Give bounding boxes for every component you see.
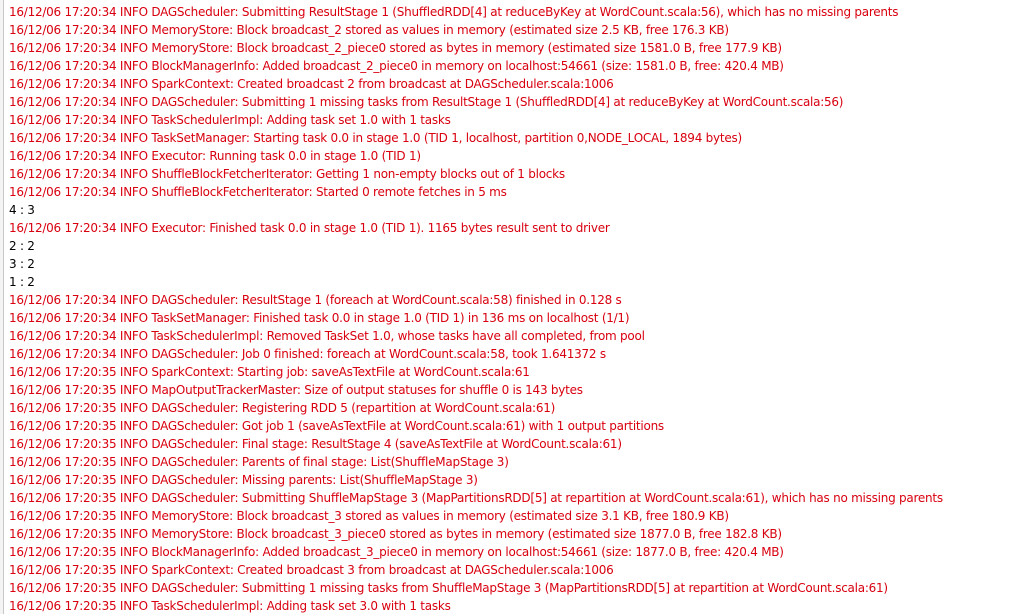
log-line: 16/12/06 17:20:35 INFO DAGScheduler: Got job 1 (saveAsTextFile at WordCount.scala:61) with 1 output partitions [9, 419, 664, 433]
log-line: 16/12/06 17:20:35 INFO DAGScheduler: Parents of final stage: List(ShuffleMapStage 3) [9, 455, 509, 469]
stdout-line: 4 : 3 [9, 203, 35, 217]
log-line: 16/12/06 17:20:35 INFO DAGScheduler: Submitting 1 missing tasks from ShuffleMapStage 3 (MapPartitionsRDD[5] at repartition at WordCount.scala:61) [9, 581, 888, 595]
log-line: 16/12/06 17:20:34 INFO Executor: Running task 0.0 in stage 1.0 (TID 1) [9, 149, 421, 163]
log-line: 16/12/06 17:20:35 INFO BlockManagerInfo: Added broadcast_3_piece0 in memory on localhost:54661 (size: 1877.0 B, free: 420.4 MB) [9, 545, 784, 559]
stdout-line: 1 : 2 [9, 275, 35, 289]
log-line: 16/12/06 17:20:35 INFO MemoryStore: Block broadcast_3_piece0 stored as bytes in memory (estimated size 1877.0 B, free 182.8 KB) [9, 527, 782, 541]
log-line: 16/12/06 17:20:35 INFO DAGScheduler: Submitting ShuffleMapStage 3 (MapPartitionsRDD[5] at repartition at WordCount.scala:61), which has no missing parents [9, 491, 943, 505]
log-line: 16/12/06 17:20:35 INFO DAGScheduler: Final stage: ResultStage 4 (saveAsTextFile at WordCount.scala:61) [9, 437, 622, 451]
log-line: 16/12/06 17:20:35 INFO SparkContext: Starting job: saveAsTextFile at WordCount.scala:61 [9, 365, 530, 379]
log-line: 16/12/06 17:20:35 INFO DAGScheduler: Registering RDD 5 (repartition at WordCount.scala:61) [9, 401, 556, 415]
log-line: 16/12/06 17:20:34 INFO DAGScheduler: Job 0 finished: foreach at WordCount.scala:58, took 1.641372 s [9, 347, 606, 361]
log-line: 16/12/06 17:20:34 INFO DAGScheduler: ResultStage 1 (foreach at WordCount.scala:58) finished in 0.128 s [9, 293, 622, 307]
log-line: 16/12/06 17:20:35 INFO TaskSchedulerImpl: Adding task set 3.0 with 1 tasks [9, 599, 451, 613]
log-line: 16/12/06 17:20:34 INFO MemoryStore: Block broadcast_2_piece0 stored as bytes in memory (estimated size 1581.0 B, free 177.9 KB) [9, 41, 782, 55]
log-line: 16/12/06 17:20:35 INFO MemoryStore: Block broadcast_3 stored as values in memory (estimated size 3.1 KB, free 180.9 KB) [9, 509, 729, 523]
log-line: 16/12/06 17:20:34 INFO MemoryStore: Block broadcast_2 stored as values in memory (estimated size 2.5 KB, free 176.3 KB) [9, 23, 729, 37]
log-line: 16/12/06 17:20:34 INFO DAGScheduler: Submitting 1 missing tasks from ResultStage 1 (ShuffledRDD[4] at reduceByKey at WordCount.scala:56) [9, 95, 844, 109]
log-line: 16/12/06 17:20:34 INFO SparkContext: Created broadcast 2 from broadcast at DAGScheduler.scala:1006 [9, 77, 614, 91]
log-line: 16/12/06 17:20:34 INFO TaskSchedulerImpl: Removed TaskSet 1.0, whose tasks have all completed, from pool [9, 329, 645, 343]
log-line: 16/12/06 17:20:34 INFO TaskSetManager: Starting task 0.0 in stage 1.0 (TID 1, localhost, partition 0,NODE_LOCAL, 1894 bytes) [9, 131, 742, 145]
stdout-line: 3 : 2 [9, 257, 35, 271]
console-gutter [0, 0, 4, 614]
log-line: 16/12/06 17:20:35 INFO DAGScheduler: Missing parents: List(ShuffleMapStage 3) [9, 473, 478, 487]
log-line: 16/12/06 17:20:34 INFO Executor: Finished task 0.0 in stage 1.0 (TID 1). 1165 bytes result sent to driver [9, 221, 610, 235]
log-line: 16/12/06 17:20:34 INFO ShuffleBlockFetcherIterator: Started 0 remote fetches in 5 ms [9, 185, 507, 199]
log-line: 16/12/06 17:20:34 INFO TaskSchedulerImpl: Adding task set 1.0 with 1 tasks [9, 113, 451, 127]
log-line: 16/12/06 17:20:34 INFO DAGScheduler: Submitting ResultStage 1 (ShuffledRDD[4] at reduceByKey at WordCount.scala:56), which has no missing parents [9, 5, 899, 19]
log-line: 16/12/06 17:20:34 INFO ShuffleBlockFetcherIterator: Getting 1 non-empty blocks out of 1 blocks [9, 167, 565, 181]
log-line: 16/12/06 17:20:34 INFO BlockManagerInfo: Added broadcast_2_piece0 in memory on localhost:54661 (size: 1581.0 B, free: 420.4 MB) [9, 59, 784, 73]
log-line: 16/12/06 17:20:34 INFO TaskSetManager: Finished task 0.0 in stage 1.0 (TID 1) in 136 ms on localhost (1/1) [9, 311, 630, 325]
console-log-list [9, 3, 943, 614]
stdout-line: 2 : 2 [9, 239, 35, 253]
log-line: 16/12/06 17:20:35 INFO SparkContext: Created broadcast 3 from broadcast at DAGScheduler.scala:1006 [9, 563, 614, 577]
log-line: 16/12/06 17:20:35 INFO MapOutputTrackerMaster: Size of output statuses for shuffle 0 is 143 bytes [9, 383, 583, 397]
